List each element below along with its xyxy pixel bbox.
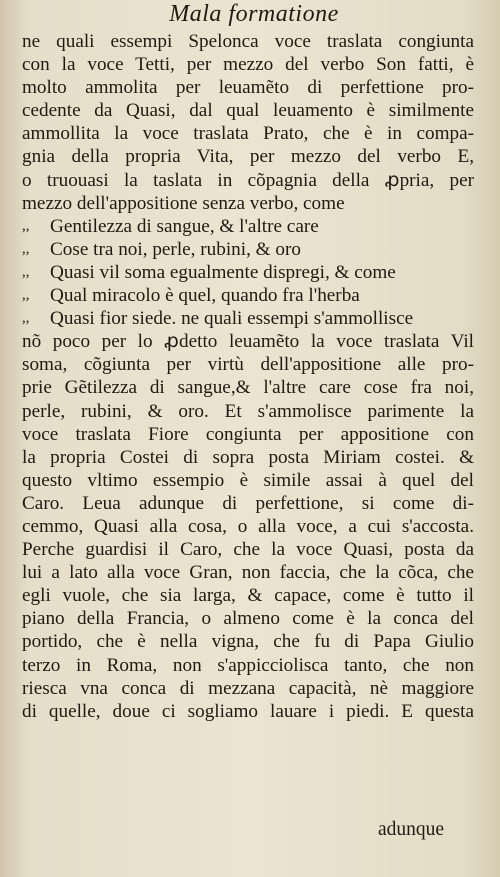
text-line: lui a lato alla voce Gran, non faccia, che la cõca, che — [22, 562, 474, 584]
text-line: prie Gẽtilezza di sangue,& l'altre care cose fra noi, — [22, 377, 474, 399]
text-line: cemmo, Quasi alla cosa, o alla voce, a cui s'accosta. — [22, 515, 474, 537]
text-line: egli vuole, che sia larga, & capace, come è tutto il — [22, 585, 474, 607]
text-line: soma, cõgiunta per virtù dell'appositione alle pro- — [22, 354, 474, 376]
page-body — [22, 30, 474, 723]
verse-text: Qual miracolo è quel, quando fra l'herba — [50, 285, 360, 307]
text-line: ammollita la voce traslata Prato, che è in compa- — [22, 123, 474, 145]
text-line: molto ammolita per leuamẽto di perfettione pro- — [22, 77, 474, 99]
text-line: o truouasi la taslata in cõpagnia della ꝓpria, per — [22, 169, 474, 191]
catchword: adunque — [377, 819, 444, 840]
text-line: questo vltimo essempio è simile assai à quel del — [22, 469, 474, 491]
text-line: terzo in Roma, non s'appicciolisca tanto, che non — [22, 654, 474, 676]
text-line: con la voce Tetti, per mezzo del verbo Son fatti, è — [22, 54, 474, 76]
running-header: Mala formatione — [169, 1, 339, 27]
text-line: nõ poco per lo ꝓdetto leuamẽto la voce traslata Vil — [22, 331, 474, 353]
text-line: di quelle, doue ci sogliamo lauare i piedi. E questa — [22, 700, 474, 722]
text-line: ne quali essempi Spelonca voce traslata congiunta — [22, 31, 474, 52]
text-line: mezzo dell'appositione senza verbo, come — [22, 192, 345, 214]
verse-text: Quasi vil soma egualmente dispregi, & come — [50, 261, 396, 283]
text-line: gnia della propria Vita, per mezzo del verbo E, — [22, 146, 474, 168]
text-line: perle, rubini, & oro. Et s'ammolisce parimente la — [22, 400, 474, 422]
text-line: riesca vna conca di mezzana capacità, nè maggiore — [22, 677, 474, 699]
verse-text: Cose tra noi, perle, rubini, & oro — [50, 238, 301, 260]
verse-line — [22, 307, 474, 330]
text-line: Caro. Leua adunque di perfettione, si come di- — [22, 492, 474, 514]
text-line: Perche guardisi il Caro, che la voce Quasi, posta da — [22, 539, 474, 561]
text-line: voce traslata Fiore congiunta per appositione con — [22, 423, 474, 445]
quote-mark: ,, — [22, 217, 30, 234]
text-line: portido, che è nella vigna, che fu di Papa Giulio — [22, 631, 474, 653]
verse-line — [22, 284, 474, 307]
text-line: piano della Francia, o almeno come è la conca del — [22, 608, 474, 630]
quote-mark: ,, — [22, 287, 30, 304]
text-line: la propria Costei di sopra posta Miriam costei. & — [22, 446, 474, 468]
verse-line — [22, 215, 474, 238]
quote-mark: ,, — [22, 263, 30, 280]
quote-mark: ,, — [22, 310, 30, 327]
verse-line — [22, 261, 474, 284]
verse-line — [22, 238, 474, 261]
quote-mark: ,, — [22, 240, 30, 257]
verse-text: Quasi fior siede. ne quali essempi s'ammollisce — [50, 308, 414, 330]
text-line: cedente da Quasi, dal qual leuamento è similmente — [22, 100, 474, 122]
verse-text: Gentilezza di sangue, & l'altre care — [50, 215, 319, 237]
